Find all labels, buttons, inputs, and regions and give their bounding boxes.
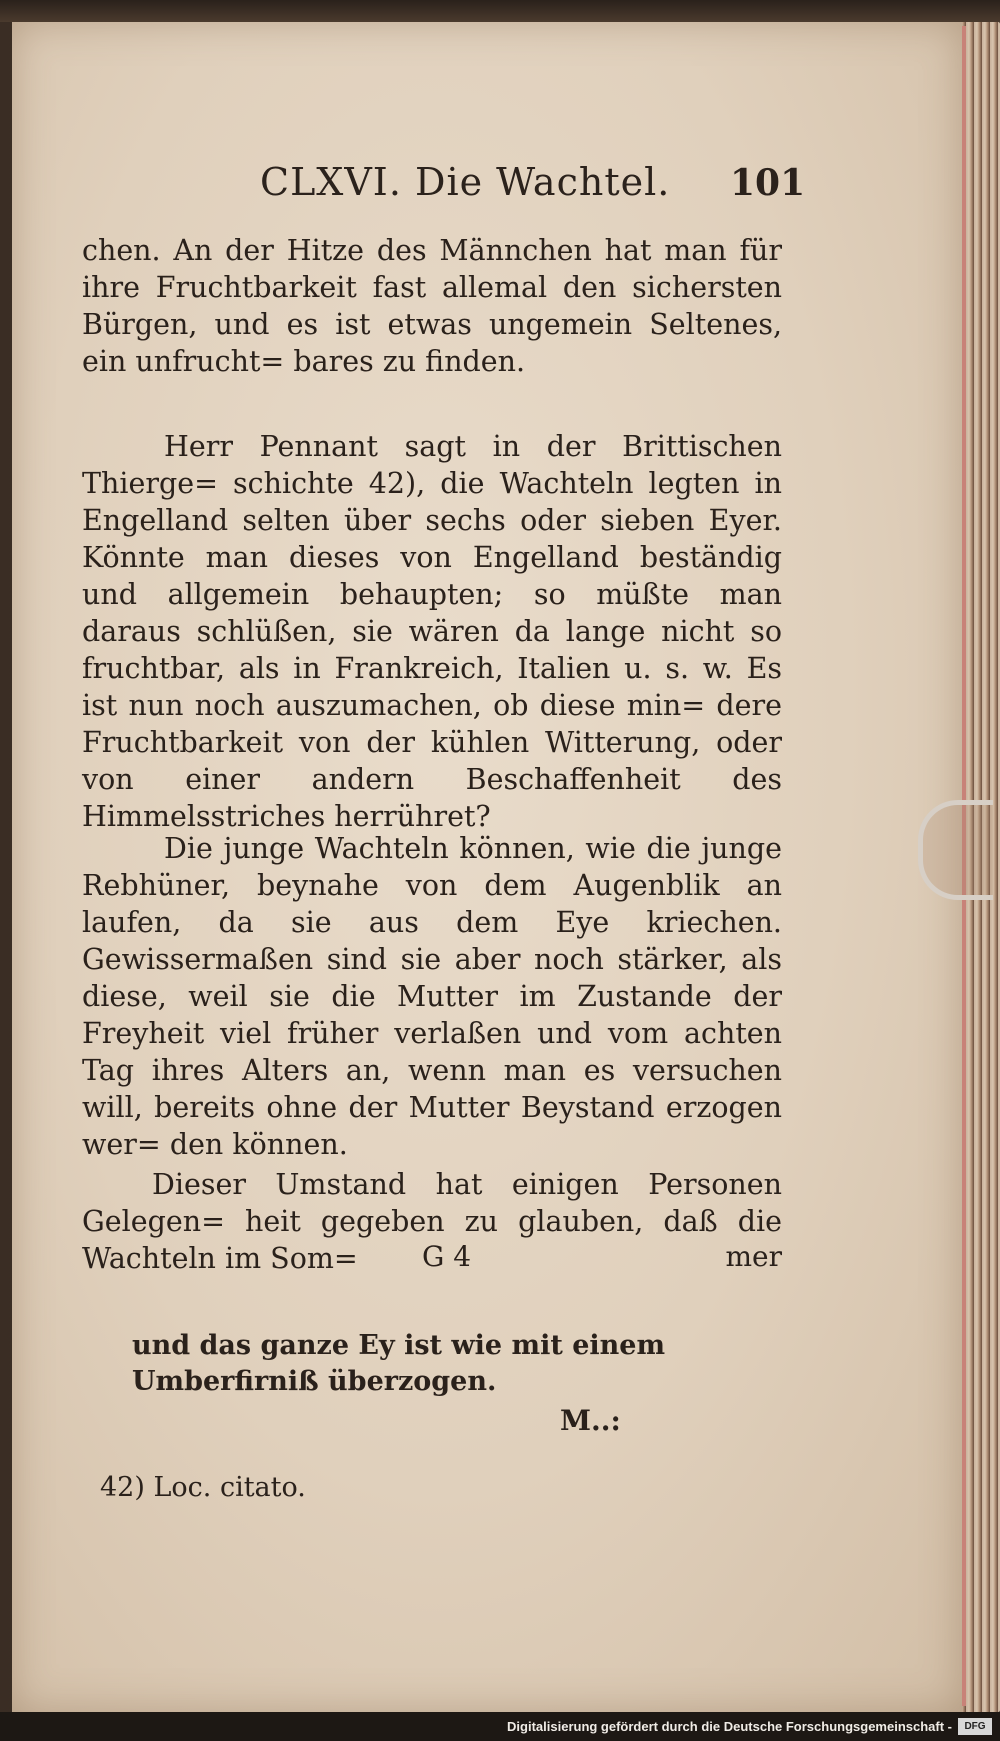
dfg-logo-icon: DFG [958, 1718, 992, 1735]
paragraph-2: Herr Pennant sagt in der Brittischen Thierge= schichte 42), die Wachteln legten in Engelland selten über sechs oder sieben Eyer. Könnte man dieses von Engelland beständig und allgemein behaupten; so müßte man daraus schlüßen, sie wären da lange nicht so fruchtbar, als in Frankreich, Italien u. s. w. Es ist nun noch auszumachen, ob diese min= dere Fruchtbarkeit von der kühlen Witterung, oder von einer andern Beschaffenheit des Himmelsstriches herrühret? [82, 430, 782, 833]
catchword: mer [725, 1240, 782, 1273]
paragraph-4: Dieser Umstand hat einigen Personen Gelegen= heit gegeben zu glauben, daß die Wachteln im Som= [82, 1168, 782, 1275]
banner-text: Digitalisierung gefördert durch die Deutsche Forschungsgemeinschaft - [507, 1719, 952, 1734]
page-header [260, 160, 806, 210]
digitization-banner [0, 1712, 1000, 1741]
footnote-continuation: und das ganze Ey ist wie mit einem Umberfirniß überzogen. [132, 1330, 666, 1397]
footnote-reference: 42) Loc. citato. [100, 1472, 306, 1503]
paragraph-3: Die junge Wachteln können, wie die junge Rebhüner, beynahe von dem Augenblik an laufen, da sie aus dem Eye kriechen. Gewissermaßen sind sie aber noch stärker, als diese, weil sie die Mutter im Zustande der Freyheit viel früher verlaßen und vom achten Tag ihres Alters an, wenn man es versuchen will, bereits ohne der Mutter Beystand erzogen wer= den können. [82, 832, 782, 1161]
signature-mark: G 4 [422, 1240, 472, 1273]
bookmark-tab [918, 800, 993, 900]
running-title: CLXVI. Die Wachtel. [260, 160, 671, 204]
book-top-edge [0, 0, 1000, 22]
page-number: 101 [730, 162, 806, 204]
paragraph-1: chen. An der Hitze des Männchen hat man für ihre Fruchtbarkeit fast allemal den sichersten Bürgen, und es ist etwas ungemein Seltenes, ein unfrucht= bares zu finden. [82, 234, 782, 378]
catchline [82, 1240, 782, 1280]
footnote-catchmark: M..: [560, 1404, 621, 1437]
